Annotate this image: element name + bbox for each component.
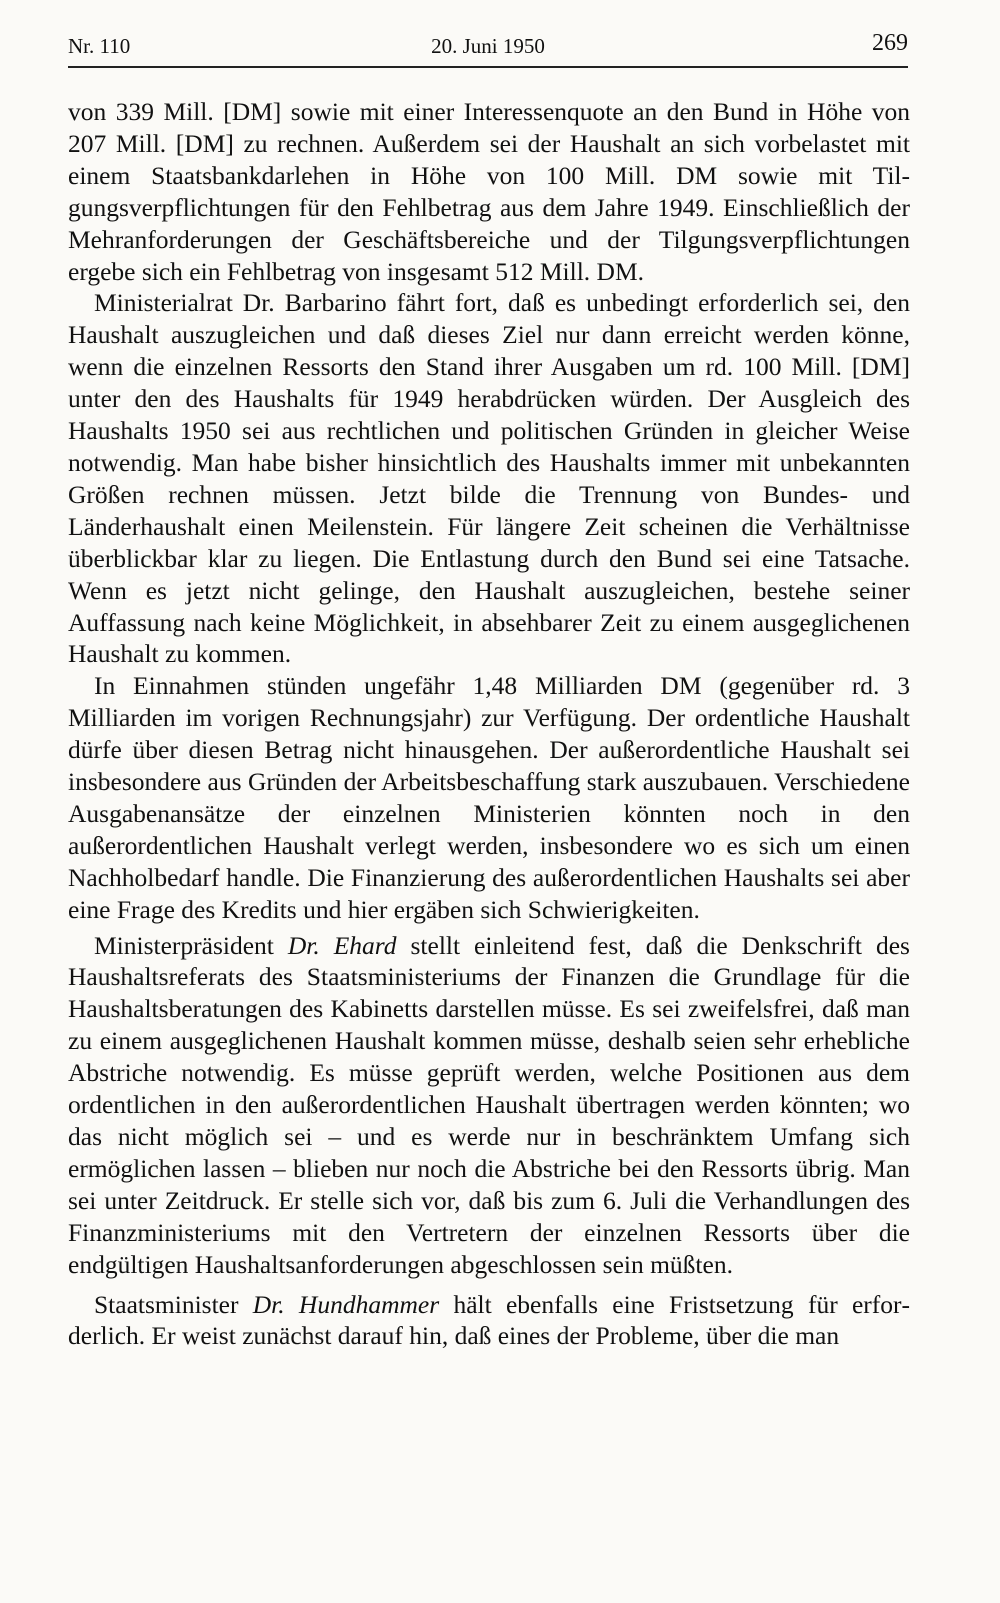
paragraph-5-text: hält ebenfalls eine Fristsetzung für erforderlich. Er weist zunächst darauf hin, daß eines der Probleme, über die man (68, 1289, 911, 1351)
issue-date: 20. Juni 1950 (431, 34, 545, 58)
paragraph-4-text: stellt einleitend fest, daß die Denkschrift des Haushaltsreferats des Staatsministeriums der Finanzen die Grundlage für die Haushaltsberatungen des Kabinetts darstellen müsse. Es sei zweifelsfrei, daß man zu einem ausgeglichenen Haushalt kommen müsse, deshalb seien sehr erhebliche Abstriche notwendig. Es müsse geprüft werden, welche Positionen aus dem ordentlichen in den außerordentlichen Haushalt übertragen werden könnten; wo das nicht möglich sei – und es werde nur in beschränktem Umfang sich ermöglichen lassen – blieben nur noch die Abstriche bei den Ressorts übrig. Man sei unter Zeitdruck. Er stelle sich vor, daß bis zum 6. Juli die Verhandlungen des Finanzministeriums mit den Vertretern der einzelnen Ressorts über die endgültigen Haushaltsanforderungen abgeschlossen sein müßten. (68, 930, 910, 1279)
paragraph-2: Ministerialrat Dr. Barbarino fährt fort, daß es unbedingt erforderlich sei, den Haushalt auszugleichen und daß dieses Ziel nur dann erreicht werden könne, wenn die einzelnen Ressorts den Stand ihrer Ausgaben um rd. 100 Mill. [DM] unter den des Haushalts für 1949 herabdrücken würden. Der Ausgleich des Haushalts 1950 sei aus rechtlichen und politischen Gründen in gleicher Weise notwendig. Man habe bisher hinsichtlich des Haushalts immer mit unbekannten Größen rechnen müssen. Jetzt bilde die Trennung von Bundes- und Länderhaushalt einen Meilenstein. Für längere Zeit scheinen die Verhältnisse überblickbar klar zu liegen. Die Entlastung durch den Bund sei eine Tatsache. Wenn es jetzt nicht gelinge, den Haushalt auszugleichen, bestehe seiner Auffassung nach keine Möglichkeit, in absehbarer Zeit zu einem ausgeglichenen Haushalt zu kommen. (68, 288, 910, 669)
speaker-name: Dr. Ehard (287, 930, 397, 960)
speaker-title: Staatsminister (94, 1289, 253, 1319)
paragraph-4 (68, 930, 910, 1281)
paragraph-3: In Einnahmen stünden ungefähr 1,48 Milliarden DM (gegenüber rd. 3 Milliarden im vorigen Rechnungsjahr) zur Verfügung. Der ordentliche Haushalt dürfe über diesen Betrag nicht hinausgehen. Der außerordentliche Haushalt sei insbesondere aus Gründen der Arbeitsbeschaffung stark auszubauen. Verschiedene Ausgabenansätze der einzelnen Ministerien könnten noch in den außerordentlichen Haushalt verlegt werden, insbesondere wo es sich um einen Nachholbedarf handle. Die Finanzierung des außerordentlichen Haushalts sei aber eine Frage des Kredits und hier ergäben sich Schwierigkeiten. (68, 671, 910, 924)
issue-number: Nr. 110 (68, 34, 131, 58)
paragraph-5 (68, 1289, 910, 1353)
speaker-name: Dr. Hundhammer (252, 1289, 440, 1319)
paragraph-1: von 339 Mill. [DM] sowie mit einer Interessenquote an den Bund in Höhe von 207 Mill. [DM] zu rechnen. Außerdem sei der Haushalt an sich vorbelastet mit einem Staatsbankdarlehen in Höhe von 100 Mill. DM sowie mit Tilgungsverpflichtungen für den Fehlbetrag aus dem Jahre 1949. Einschließlich der Mehranforderungen der Geschäftsbereiche und der Tilgungsverpflichtungen ergebe sich ein Fehlbetrag von insgesamt 512 Mill. DM. (68, 97, 910, 286)
body-text (68, 96, 910, 1352)
running-header (68, 30, 908, 68)
page-number: 269 (872, 30, 908, 56)
speaker-title: Ministerpräsident (94, 930, 288, 960)
